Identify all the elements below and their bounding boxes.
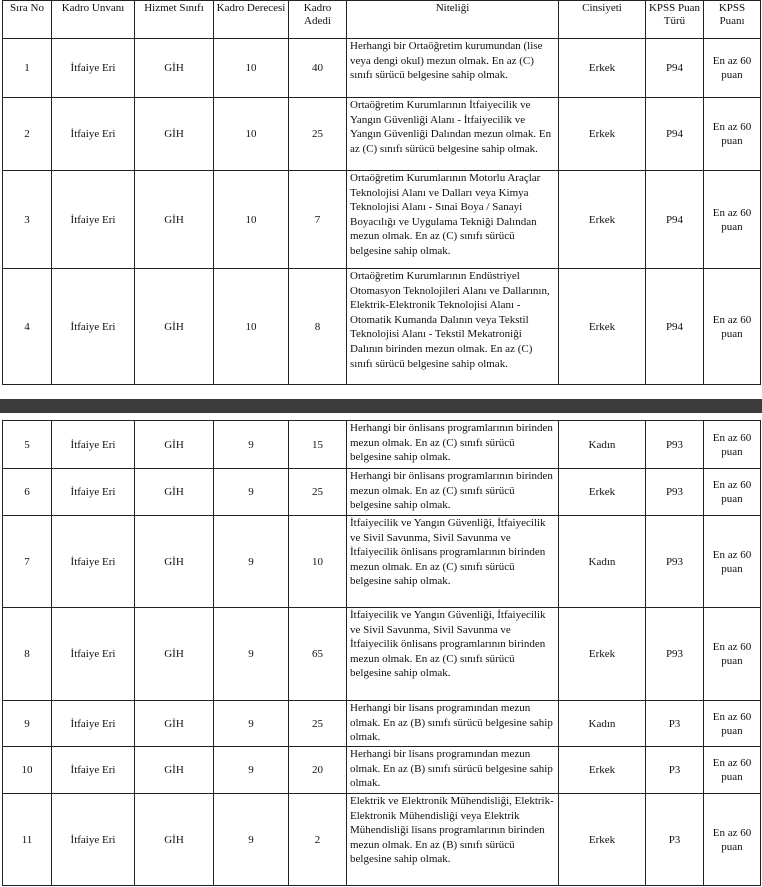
cell-cinsiyet: Kadın bbox=[559, 421, 646, 469]
cell-puan: En az 60 puan bbox=[704, 171, 761, 269]
cell-cinsiyet: Erkek bbox=[559, 171, 646, 269]
cell-puan: En az 60 puan bbox=[704, 421, 761, 469]
cell-derece: 9 bbox=[214, 421, 289, 469]
cell-unvan: İtfaiye Eri bbox=[52, 421, 135, 469]
cell-cinsiyet: Kadın bbox=[559, 516, 646, 608]
cell-adet: 15 bbox=[289, 421, 347, 469]
table-header-row bbox=[3, 1, 761, 39]
cell-unvan: İtfaiye Eri bbox=[52, 171, 135, 269]
cell-nitelik: Herhangi bir lisans programından mezun olmak. En az (B) sınıfı sürücü belgesine sahip olmak. bbox=[347, 701, 559, 747]
cell-unvan: İtfaiye Eri bbox=[52, 794, 135, 886]
cell-derece: 9 bbox=[214, 469, 289, 516]
cell-nitelik: Ortaöğretim Kurumlarının Endüstriyel Otomasyon Teknolojileri Alanı ve Dallarının, Elektrik-Elektronik Teknolojisi Alanı - Otomatik Kumanda Dalının veya Tekstil Teknolojisi Alanı - Tekstil Mekatroniği Dalının birinden mezun olmak. En az (C) sınıfı sürücü belgesine sahip olmak. bbox=[347, 269, 559, 385]
header-kpss-puani: KPSS Puanı bbox=[704, 1, 761, 39]
cell-derece: 9 bbox=[214, 516, 289, 608]
cell-nitelik: Herhangi bir Ortaöğretim kurumundan (lise veya dengi okul) mezun olmak. En az (C) sınıfı sürücü belgesine sahip olmak. bbox=[347, 39, 559, 98]
table-row bbox=[3, 701, 761, 747]
cell-adet: 25 bbox=[289, 701, 347, 747]
cell-adet: 25 bbox=[289, 469, 347, 516]
cell-adet: 40 bbox=[289, 39, 347, 98]
cell-puan: En az 60 puan bbox=[704, 608, 761, 701]
cell-nitelik: Elektrik ve Elektronik Mühendisliği, Elektrik-Elektronik Mühendisliği veya Elektrik Mühendisliği lisans programlarının birinden mezun olmak. En az (B) sınıfı sürücü belgesine sahip olmak. bbox=[347, 794, 559, 886]
cell-cinsiyet: Erkek bbox=[559, 269, 646, 385]
page-separator-band bbox=[0, 399, 762, 413]
cell-no: 2 bbox=[3, 98, 52, 171]
table-row bbox=[3, 608, 761, 701]
cell-puan-turu: P93 bbox=[646, 421, 704, 469]
cell-adet: 8 bbox=[289, 269, 347, 385]
table-row bbox=[3, 98, 761, 171]
cell-no: 3 bbox=[3, 171, 52, 269]
cell-puan-turu: P94 bbox=[646, 171, 704, 269]
cell-adet: 20 bbox=[289, 747, 347, 794]
cell-adet: 10 bbox=[289, 516, 347, 608]
cell-puan: En az 60 puan bbox=[704, 469, 761, 516]
cell-derece: 9 bbox=[214, 794, 289, 886]
header-kadro-unvani: Kadro Unvanı bbox=[52, 1, 135, 39]
table-row bbox=[3, 171, 761, 269]
cell-cinsiyet: Kadın bbox=[559, 701, 646, 747]
cell-derece: 10 bbox=[214, 98, 289, 171]
cell-unvan: İtfaiye Eri bbox=[52, 469, 135, 516]
header-hizmet-sinifi: Hizmet Sınıfı bbox=[135, 1, 214, 39]
cell-puan: En az 60 puan bbox=[704, 747, 761, 794]
cell-cinsiyet: Erkek bbox=[559, 747, 646, 794]
cell-puan-turu: P93 bbox=[646, 516, 704, 608]
cell-no: 8 bbox=[3, 608, 52, 701]
cell-nitelik: İtfaiyecilik ve Yangın Güvenliği, İtfaiyecilik ve Sivil Savunma, Sivil Savunma ve İtfaiyecilik önlisans programlarının birinden mezun olmak. En az (C) sınıfı sürücü belgesine sahip olmak. bbox=[347, 516, 559, 608]
cell-cinsiyet: Erkek bbox=[559, 794, 646, 886]
cell-puan: En az 60 puan bbox=[704, 98, 761, 171]
table-row bbox=[3, 469, 761, 516]
cell-puan-turu: P93 bbox=[646, 608, 704, 701]
cell-puan-turu: P93 bbox=[646, 469, 704, 516]
cell-puan-turu: P94 bbox=[646, 269, 704, 385]
cell-sinif: GİH bbox=[135, 269, 214, 385]
cell-unvan: İtfaiye Eri bbox=[52, 269, 135, 385]
header-kadro-derecesi: Kadro Derecesi bbox=[214, 1, 289, 39]
kadro-table-part-2 bbox=[2, 420, 761, 886]
kadro-table-part-1 bbox=[2, 0, 761, 385]
table-row bbox=[3, 516, 761, 608]
cell-no: 4 bbox=[3, 269, 52, 385]
cell-sinif: GİH bbox=[135, 421, 214, 469]
cell-adet: 65 bbox=[289, 608, 347, 701]
cell-derece: 9 bbox=[214, 608, 289, 701]
cell-nitelik: Ortaöğretim Kurumlarının Motorlu Araçlar Teknolojisi Alanı ve Dalları veya Kimya Teknolojisi Alanı - Sınai Boya / Sanayi Boyacılığı ve Uygulama Tekniği Dalından mezun olmak. En az (C) sınıfı sürücü belgesine sahip olmak. bbox=[347, 171, 559, 269]
cell-derece: 10 bbox=[214, 171, 289, 269]
cell-cinsiyet: Erkek bbox=[559, 469, 646, 516]
cell-no: 1 bbox=[3, 39, 52, 98]
table-row bbox=[3, 421, 761, 469]
cell-sinif: GİH bbox=[135, 469, 214, 516]
cell-nitelik: Herhangi bir lisans programından mezun olmak. En az (B) sınıfı sürücü belgesine sahip olmak. bbox=[347, 747, 559, 794]
cell-cinsiyet: Erkek bbox=[559, 608, 646, 701]
cell-puan: En az 60 puan bbox=[704, 269, 761, 385]
cell-no: 7 bbox=[3, 516, 52, 608]
cell-no: 10 bbox=[3, 747, 52, 794]
cell-sinif: GİH bbox=[135, 794, 214, 886]
cell-unvan: İtfaiye Eri bbox=[52, 608, 135, 701]
cell-unvan: İtfaiye Eri bbox=[52, 39, 135, 98]
cell-adet: 25 bbox=[289, 98, 347, 171]
header-kadro-adedi: Kadro Adedi bbox=[289, 1, 347, 39]
cell-derece: 10 bbox=[214, 39, 289, 98]
cell-nitelik: İtfaiyecilik ve Yangın Güvenliği, İtfaiyecilik ve Sivil Savunma, Sivil Savunma ve İtfaiyecilik önlisans programlarının birinden mezun olmak. En az (C) sınıfı sürücü belgesine sahip olmak. bbox=[347, 608, 559, 701]
cell-derece: 9 bbox=[214, 747, 289, 794]
cell-puan-turu: P94 bbox=[646, 98, 704, 171]
cell-adet: 7 bbox=[289, 171, 347, 269]
cell-puan-turu: P3 bbox=[646, 747, 704, 794]
cell-nitelik: Ortaöğretim Kurumlarının İtfaiyecilik ve Yangın Güvenliği Alanı - İtfaiyecilik ve Yangın Güvenliği Dalından mezun olmak. En az (C) sınıfı sürücü belgesine sahip olmak. bbox=[347, 98, 559, 171]
table-row bbox=[3, 269, 761, 385]
cell-cinsiyet: Erkek bbox=[559, 98, 646, 171]
header-kpss-puan-turu: KPSS Puan Türü bbox=[646, 1, 704, 39]
cell-derece: 10 bbox=[214, 269, 289, 385]
cell-puan: En az 60 puan bbox=[704, 794, 761, 886]
cell-derece: 9 bbox=[214, 701, 289, 747]
cell-unvan: İtfaiye Eri bbox=[52, 516, 135, 608]
cell-puan-turu: P3 bbox=[646, 701, 704, 747]
cell-no: 5 bbox=[3, 421, 52, 469]
cell-puan-turu: P3 bbox=[646, 794, 704, 886]
cell-sinif: GİH bbox=[135, 98, 214, 171]
cell-sinif: GİH bbox=[135, 39, 214, 98]
cell-puan-turu: P94 bbox=[646, 39, 704, 98]
cell-no: 6 bbox=[3, 469, 52, 516]
cell-cinsiyet: Erkek bbox=[559, 39, 646, 98]
cell-puan: En az 60 puan bbox=[704, 701, 761, 747]
cell-puan: En az 60 puan bbox=[704, 39, 761, 98]
table-row bbox=[3, 39, 761, 98]
cell-adet: 2 bbox=[289, 794, 347, 886]
cell-sinif: GİH bbox=[135, 747, 214, 794]
header-sira-no: Sıra No bbox=[3, 1, 52, 39]
cell-sinif: GİH bbox=[135, 608, 214, 701]
header-niteligi: Niteliği bbox=[347, 1, 559, 39]
header-cinsiyeti: Cinsiyeti bbox=[559, 1, 646, 39]
cell-unvan: İtfaiye Eri bbox=[52, 701, 135, 747]
cell-unvan: İtfaiye Eri bbox=[52, 98, 135, 171]
table-row bbox=[3, 794, 761, 886]
cell-sinif: GİH bbox=[135, 701, 214, 747]
cell-no: 11 bbox=[3, 794, 52, 886]
table-row bbox=[3, 747, 761, 794]
cell-sinif: GİH bbox=[135, 171, 214, 269]
cell-no: 9 bbox=[3, 701, 52, 747]
cell-nitelik: Herhangi bir önlisans programlarının birinden mezun olmak. En az (C) sınıfı sürücü belgesine sahip olmak. bbox=[347, 469, 559, 516]
cell-unvan: İtfaiye Eri bbox=[52, 747, 135, 794]
cell-sinif: GİH bbox=[135, 516, 214, 608]
cell-nitelik: Herhangi bir önlisans programlarının birinden mezun olmak. En az (C) sınıfı sürücü belgesine sahip olmak. bbox=[347, 421, 559, 469]
cell-puan: En az 60 puan bbox=[704, 516, 761, 608]
